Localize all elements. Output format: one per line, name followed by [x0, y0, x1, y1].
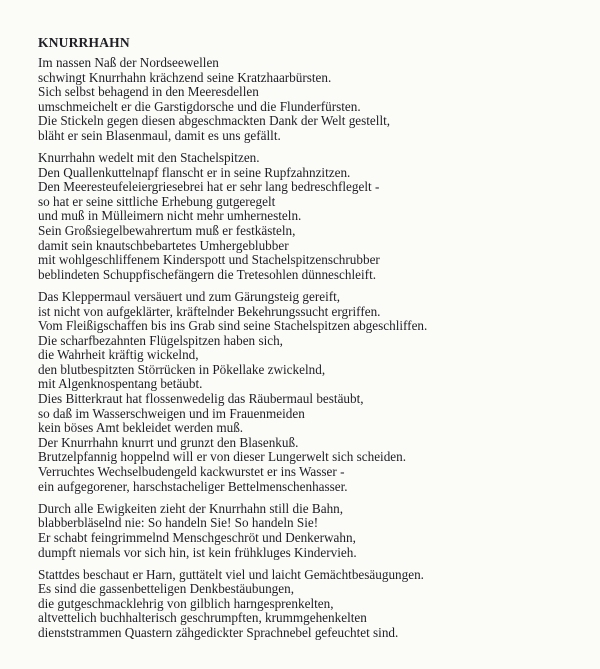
poem-line: Er schabt feingrimmelnd Menschgeschröt und Denkerwahn,: [38, 529, 356, 545]
poem-line: Vom Fleißigschaffen bis ins Grab sind seine Stachelspitzen abgeschliffen.: [38, 318, 428, 334]
poem-line: kein böses Amt bekleidet werden muß.: [38, 420, 244, 436]
poem-line: und muß in Mülleimern nicht mehr umhernesteln.: [38, 208, 302, 224]
stanza: [38, 151, 578, 282]
poem-line: dumpft niemals vor sich hin, ist kein frühkluges Kindervieh.: [38, 544, 357, 560]
stanza: [38, 56, 578, 144]
poem-line: damit sein knautschbebartetes Umhergeblubber: [38, 237, 289, 253]
poem-line: Knurrhahn wedelt mit den Stachelspitzen.: [38, 150, 260, 166]
poem-title: KNURRHAHN: [38, 35, 130, 50]
poem-line: Stattdes beschaut er Harn, guttätelt viel und laicht Gemächtbesäugungen.: [38, 566, 424, 582]
poem-line: die Wahrheit kräftig wickelnd,: [38, 347, 199, 363]
poem-line: dienststrammen Quastern zähgedickter Sprachnebel gefeuchtet sind.: [38, 624, 399, 640]
poem-line: Sein Großsiegelbewahrertum muß er festkästeln,: [38, 223, 296, 239]
poem-line: Den Meeresteufeleiergriesebrei hat er sehr lang bedreschflegelt -: [38, 179, 380, 195]
poem-line: den blutbespitzten Störrücken in Pökellake zwickelnd,: [38, 361, 326, 377]
poem-line: ist nicht von aufgeklärter, kräftelnder Bekehrungssucht ergriffen.: [38, 303, 381, 319]
poem-line: umschmeichelt er die Garstigdorsche und die Flunderfürsten.: [38, 98, 361, 114]
poem-body: [38, 56, 578, 648]
stanza: [38, 568, 578, 641]
poem-line: Den Quallenkuttelnapf flanscht er in seine Rupfzahnzitzen.: [38, 164, 351, 180]
poem-line: Durch alle Ewigkeiten zieht der Knurrhahn still die Bahn,: [38, 500, 344, 516]
poem-line: blabberbläselnd nie: So handeln Sie! So handeln Sie!: [38, 515, 319, 531]
poem-line: Die Stickeln gegen diesen abgeschmackten Dank der Welt gestellt,: [38, 113, 391, 129]
stanza: [38, 502, 578, 560]
poem-line: Im nassen Naß der Nordseewellen: [38, 55, 219, 70]
poem-line: Die scharfbezahnten Flügelspitzen haben sich,: [38, 332, 283, 348]
poem-line: so hat er seine sittliche Erhebung gutgeregelt: [38, 193, 276, 209]
poem-line: bläht er sein Blasenmaul, damit es uns gefällt.: [38, 127, 281, 143]
poem-line: Das Kleppermaul versäuert und zum Gärungsteig gereift,: [38, 288, 341, 304]
poem-line: schwingt Knurrhahn krächzend seine Kratzhaarbürsten.: [38, 69, 332, 85]
poem-line: Verruchtes Wechselbudengeld kackwurstet er ins Wasser -: [38, 464, 345, 480]
poem-line: ein aufgegorener, harschstacheliger Bettelmenschenhasser.: [38, 478, 348, 494]
poem-line: Es sind die gassenbetteligen Denkbestäubungen,: [38, 581, 294, 597]
poem-line: Sich selbst behagend in den Meeresdellen: [38, 84, 259, 100]
poem-line: altvettelich buchhalterisch geschrumpften, krummgehenkelten: [38, 610, 367, 626]
poem-line: Dies Bitterkraut hat flossenwedelig das Räubermaul bestäubt,: [38, 391, 364, 407]
poem-line: beblindeten Schuppfischefängern die Tretesohlen dünneschleift.: [38, 266, 377, 282]
poem-line: mit wohlgeschliffenem Kinderspott und Stachelspitzenschrubber: [38, 252, 380, 268]
poem-line: die gutgeschmacklehrig von gilblich harngesprenkelten,: [38, 595, 334, 611]
stanza: [38, 290, 578, 494]
poem-line: Brutzelpfannig hoppelnd will er von dieser Lungerwelt sich scheiden.: [38, 449, 407, 465]
poem-line: mit Algenknospentang betäubt.: [38, 376, 203, 392]
poem-line: so daß im Wasserschweigen und im Frauenmeiden: [38, 405, 305, 421]
poem-line: Der Knurrhahn knurrt und grunzt den Blasenkuß.: [38, 434, 299, 450]
